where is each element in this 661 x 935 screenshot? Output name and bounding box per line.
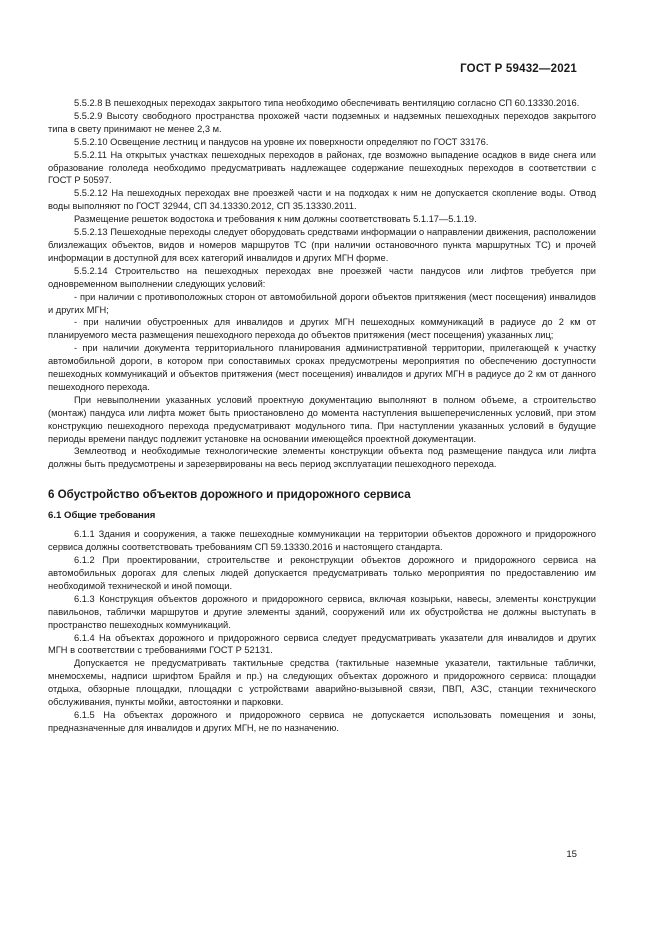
paragraph-5-5-2-10: 5.5.2.10 Освещение лестниц и пандусов на уровне их поверхности определяют по ГОСТ 33176. <box>74 136 489 147</box>
paragraph-6-1-3: 6.1.3 Конструкция объектов дорожного и придорожного сервиса, включая козырьки, навесы, элементы конструкции павильонов, таблички маршрутов и другие элементы зданий, сооружений или их обустройства не должны выступать в пространство пешеходных коммуникаций. <box>48 593 596 630</box>
page-number: 15 <box>566 849 577 860</box>
list-item-condition-1: - при наличии с противоположных сторон от автомобильной дороги объектов притяжения (мест посещения) инвалидов и других МГН; <box>48 291 596 315</box>
paragraph-6-1-2: 6.1.2 При проектировании, строительстве и реконструкции объектов дорожного и придорожного сервиса на автомобильных дорогах для слепых людей допускается предусматривать только мероприятия по предоставлению им необходимой технической и иной помощи. <box>48 555 596 591</box>
list-item-condition-3: - при наличии документа территориального планирования административной территории, прилегающей к участку автомобильной дороги, в котором при сопоставимых сроках предусмотрены мероприятия по обеспечению доступности пешеходных коммуникаций и объектов притяжения (мест посещения) инвалидов и других МГН в радиусе до 2 км от данного пешеходного перехода. <box>48 343 596 392</box>
paragraph-tactile-exemption: Допускается не предусматривать тактильные средства (тактильные наземные указатели, тактильные таблички, мнемосхемы, надписи шрифтом Брайля и пр.) на следующих объектах дорожного и придорожного сервиса: площадки отдыха, обзорные площадки, площадки с устройствами аварийно-вызывной связи, ПВП, АЗС, станции технического обслуживания, пункты мойки, автостоянки и парковки. <box>48 658 596 708</box>
paragraph-6-1-1: 6.1.1 Здания и сооружения, а также пешеходные коммуникации на территории объектов дорожного и придорожного сервиса должны соответствовать требованиям СП 59.13330.2016 и настоящего стандарта. <box>48 529 596 553</box>
document-code: ГОСТ Р 59432—2021 <box>460 63 577 75</box>
page-body <box>48 97 596 735</box>
paragraph-5-5-2-12: 5.5.2.12 На пешеходных переходах вне проезжей части и на подходах к ним не допускается скопление воды. Отвод воды выполняют по ГОСТ 32944, СП 34.13330.2012, СП 35.13330.2011. <box>48 188 596 212</box>
paragraph-non-compliance: При невыполнении указанных условий проектную документацию выполняют в полном объеме, а строительство (монтаж) пандуса или лифта может быть приостановлено до момента наступления вышеперечисленных условий, при этом конструкцию пешеходного перехода предусматривают модульного типа. При наступлении указанных условий в будущие периоды времени пандус подлежит установке на основании имеющейся проектной документации. <box>48 394 596 444</box>
paragraph-5-5-2-13: 5.5.2.13 Пешеходные переходы следует оборудовать средствами информации о направлении движения, расположении близлежащих объектов, видов и номеров маршрутов ТС (при наличии остановочного пункта маршрутных ТС) и прочей информации в доступной для всех категорий инвалидов и других МГН форме. <box>48 227 596 263</box>
paragraph-drain-grates: Размещение решеток водостока и требования к ним должны соответствовать 5.1.17—5.1.19. <box>74 214 477 225</box>
paragraph-5-5-2-14: 5.5.2.14 Строительство на пешеходных переходах вне проезжей части пандусов или лифтов требуется при одновременном выполнении следующих условий: <box>48 265 596 289</box>
paragraph-6-1-4: 6.1.4 На объектах дорожного и придорожного сервиса следует предусматривать указатели для инвалидов и других МГН в соответствии с требованиями ГОСТ Р 52131. <box>48 632 596 656</box>
paragraph-5-5-2-11: 5.5.2.11 На открытых участках пешеходных переходов в районах, где возможно выпадение осадков в виде снега или образование гололеда необходимо предусматривать надлежащее содержание пешеходных переходов в соответствии с ГОСТ Р 50597. <box>48 149 596 186</box>
section-6-heading: 6 Обустройство объектов дорожного и придорожного сервиса <box>48 488 411 502</box>
paragraph-5-5-2-8: 5.5.2.8 В пешеходных переходах закрытого типа необходимо обеспечивать вентиляцию согласно СП 60.13330.2016. <box>74 98 580 108</box>
list-item-condition-2: - при наличии обустроенных для инвалидов и других МГН пешеходных коммуникаций в радиусе до 2 км от планируемого места размещения пешеходного перехода до объектов притяжения (мест посещения) указанных лиц; <box>48 317 596 341</box>
paragraph-5-5-2-9: 5.5.2.9 Высоту свободного пространства прохожей части подземных и надземных пешеходных переходов закрытого типа в свету принимают не менее 2,3 м. <box>48 110 596 134</box>
paragraph-land-allocation: Землеотвод и необходимые технологические элементы конструкции объекта под размещение пандуса или лифта должны быть предусмотрены и зарезервированы на весь период эксплуатации пешеходного перехода. <box>48 446 596 470</box>
subsection-6-1-heading: 6.1 Общие требования <box>48 510 156 522</box>
paragraph-6-1-5: 6.1.5 На объектах дорожного и придорожного сервиса не допускается использовать помещения и зоны, предназначенные для инвалидов и других МГН, не по назначению. <box>48 709 596 733</box>
